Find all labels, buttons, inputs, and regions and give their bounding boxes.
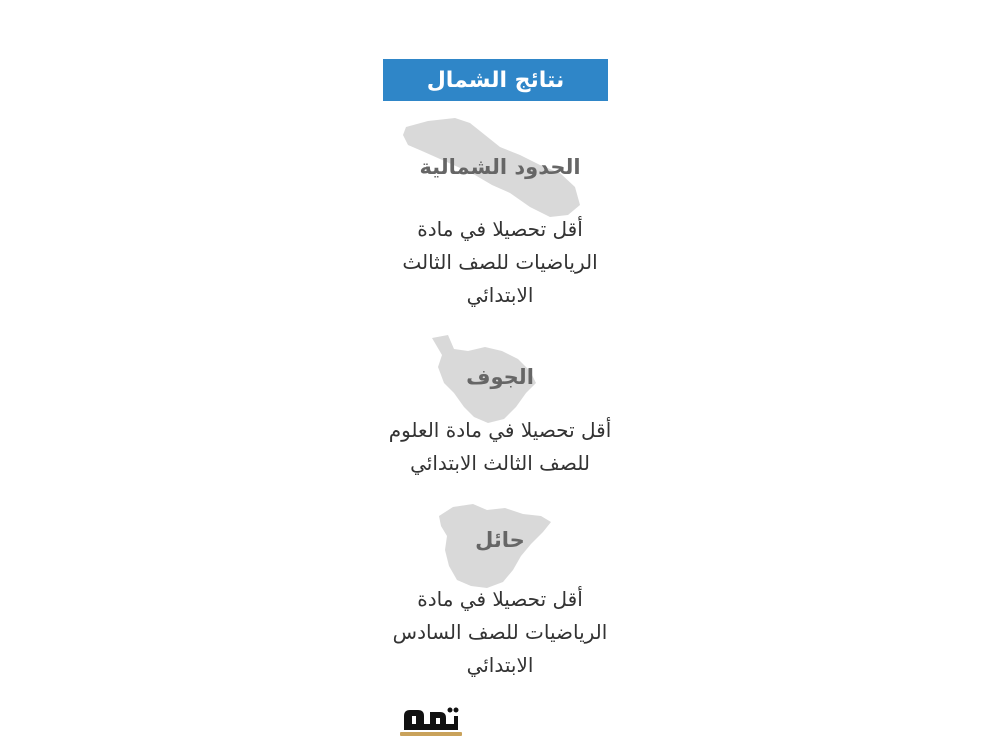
region-description: أقل تحصيلا في مادة الرياضيات للصف الثالث الابتدائي: [402, 217, 598, 307]
region-name: حائل: [475, 528, 525, 552]
logo-underline: [400, 732, 462, 736]
publisher-logo: [400, 706, 462, 740]
region-name: الجوف: [466, 365, 534, 389]
region-hail: [360, 502, 640, 682]
header-banner: [383, 59, 608, 101]
region-description: أقل تحصيلا في مادة الرياضيات للصف السادس الابتدائي: [392, 587, 608, 677]
page-title: نتائج الشمال: [426, 67, 565, 93]
region-al-jouf: [360, 335, 640, 485]
region-name: الحدود الشمالية: [419, 155, 581, 179]
region-description: أقل تحصيلا في مادة العلوم للصف الثالث الابتدائي: [388, 418, 612, 475]
region-northern-borders: [360, 115, 640, 315]
